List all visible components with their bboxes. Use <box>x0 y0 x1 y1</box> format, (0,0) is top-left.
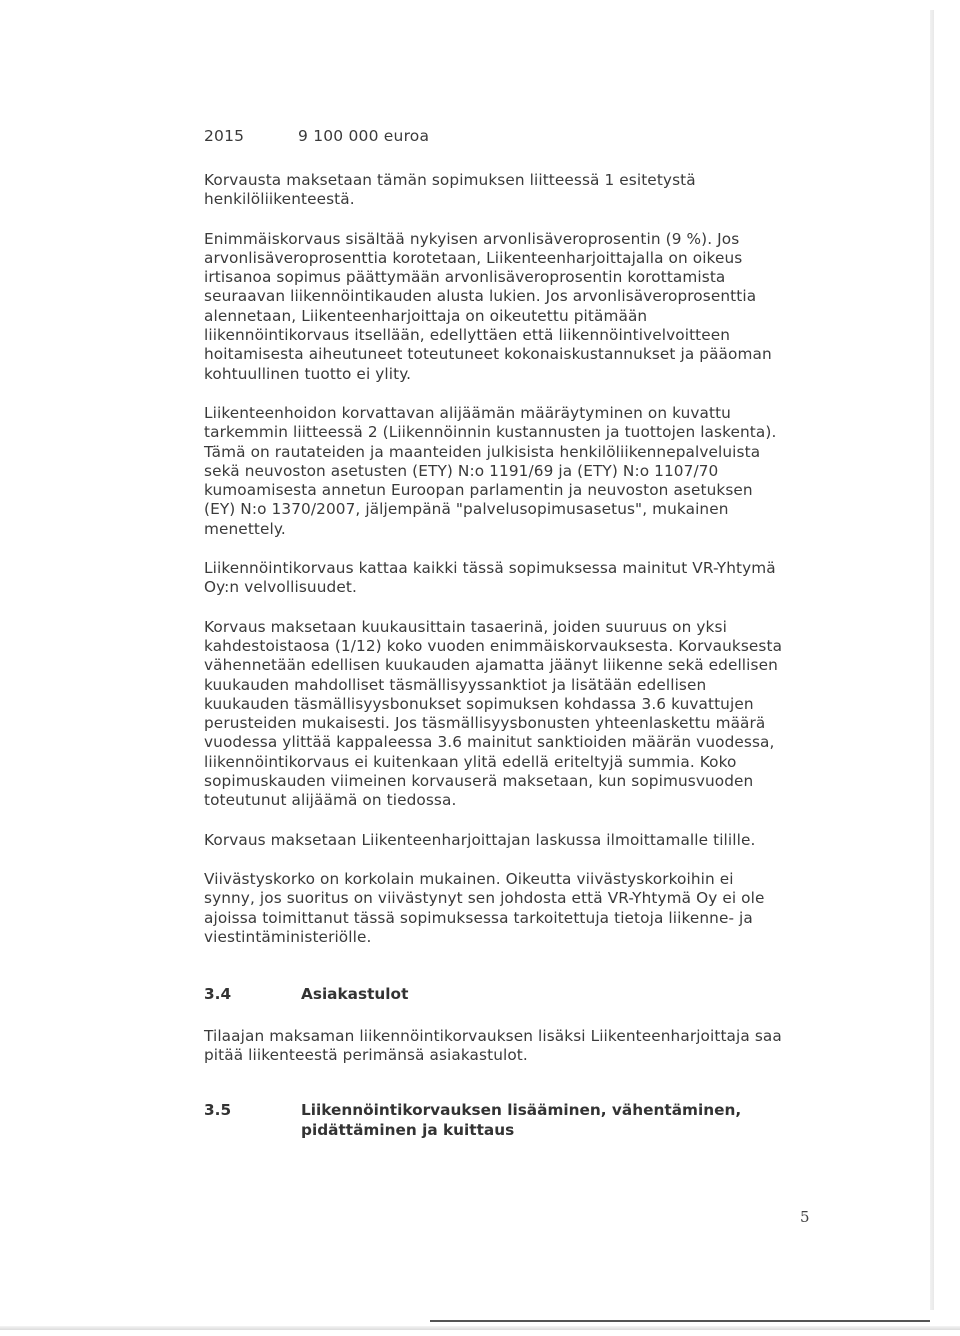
paragraph-customer-revenue: Tilaajan maksaman liikennöintikorvauksen lisäksi Liikenteenharjoittaja saa pitää liikenteestä perimänsä asiakastulot. <box>204 1026 782 1064</box>
section-title: Asiakastulot <box>301 985 409 1004</box>
year-label: 2015 <box>204 127 245 145</box>
paragraph-deficit: Liikenteenhoidon korvattavan alijäämän määräytyminen on kuvattu tarkemmin liitteessä 2 (Liikennöinnin kustannusten ja tuottojen laskenta). Tämä on rautateiden ja maanteiden julkisista henkilöliikennepalveluista sekä neuvoston asetusten (ETY) N:o 1191/69 ja (ETY) N:o 1107/70 kumoamisesta annetun Euroopan parlamentin ja neuvoston asetuksen (EY) N:o 1370/2007, jäljempänä "palvelusopimusasetus", mukainen menettely. <box>204 403 777 538</box>
page-number: 5 <box>800 1208 810 1226</box>
document-page <box>204 127 824 1140</box>
section-heading-3-4 <box>204 985 824 1005</box>
section-number: 3.4 <box>204 985 232 1004</box>
paragraph-compensation-basis: Korvausta maksetaan tämän sopimuksen liitteessä 1 esitetystä henkilöliikenteestä. <box>204 171 696 209</box>
scan-line-bottom <box>430 1320 930 1322</box>
paragraph-payment-schedule: Korvaus maksetaan kuukausittain tasaerinä, joiden suuruus on yksi kahdestoistaosa (1/12) koko vuoden enimmäiskorvauksesta. Korvauksesta vähennetään edellisen kuukauden ajamatta jäänyt liikenne sekä edellisen kuukauden mahdolliset täsmällisyyssanktiot ja lisätään edellisen kuukauden täsmällisyysbonukset sopimuksen kohdassa 3.6 kuvattujen perusteiden mukaisesti. Jos täsmällisyysbonusten yhteenlaskettu määrä vuodessa ylittää kappaleessa 3.6 mainitut sanktioiden määrän vuodessa, liikennöintikorvaus ei kuitenkaan ylitä edellä eriteltyjä summia. Koko sopimuskauden viimeinen korvauserä maksetaan, kun sopimusvuoden toteutunut alijäämä on tiedossa. <box>204 617 783 810</box>
section-title: Liikennöintikorvauksen lisääminen, vähentäminen, pidättäminen ja kuittaus <box>301 1101 742 1139</box>
amount-row <box>204 127 824 153</box>
scan-edge-bottom <box>0 1326 960 1330</box>
scan-edge-right <box>930 10 934 1310</box>
section-heading-3-5 <box>204 1101 824 1140</box>
paragraph-payment-account: Korvaus maksetaan Liikenteenharjoittajan laskussa ilmoittamalle tilille. <box>204 830 756 849</box>
amount-value: 9 100 000 euroa <box>298 127 430 145</box>
paragraph-obligations: Liikennöintikorvaus kattaa kaikki tässä sopimuksessa mainitut VR-Yhtymä Oy:n velvollisuudet. <box>204 559 776 597</box>
paragraph-late-interest: Viivästyskorko on korkolain mukainen. Oikeutta viivästyskorkoihin ei synny, jos suoritus on viivästynyt sen johdosta että VR-Yhtymä Oy ei ole ajoissa toimittanut tässä sopimuksessa tarkoitettuja tietoja liikenne- ja viestintäministeriölle. <box>204 869 765 946</box>
paragraph-vat: Enimmäiskorvaus sisältää nykyisen arvonlisäveroprosentin (9 %). Jos arvonlisäveroprosenttia korotetaan, Liikenteenharjoittajalla on oikeus irtisanoa sopimus päättymään arvonlisäveroprosentin korottamista seuraavan liikennöintikauden alusta lukien. Jos arvonlisäveroprosenttia alennetaan, Liikenteenharjoittaja on oikeutettu pitämään liikennöintikorvaus itsellään, edellyttäen että liikennöintivelvoitteen hoitamisesta aiheutuneet toteutuneet kokonaiskustannukset ja pääoman kohtuullinen tuotto ei ylity. <box>204 229 772 383</box>
section-number: 3.5 <box>204 1101 232 1120</box>
